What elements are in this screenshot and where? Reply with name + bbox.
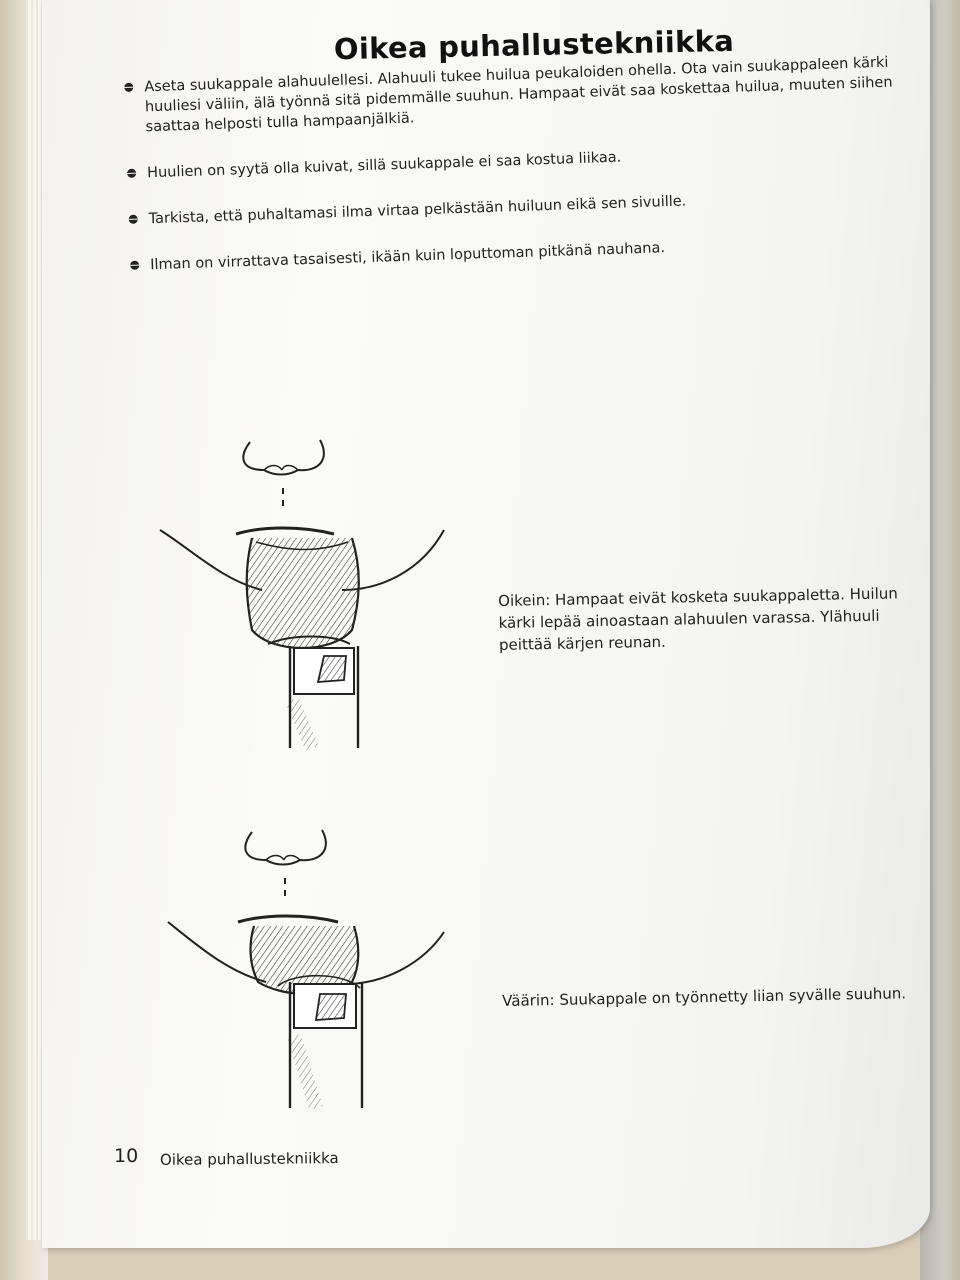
list-item [128, 183, 928, 230]
page-number: 10 [114, 1145, 139, 1167]
bullet-text: Ilman on virrattava tasaisesti, ikään kuin loputtoman pitkänä nauhana. [149, 240, 666, 274]
bullet-icon [130, 261, 139, 270]
list-item [130, 229, 930, 276]
running-footer-title: Oikea puhallustekniikka [159, 1149, 339, 1169]
figure-caption-incorrect [502, 982, 930, 1012]
list-item [127, 137, 927, 184]
embouchure-incorrect-illustration [154, 822, 454, 1122]
embouchure-correct-illustration [152, 430, 452, 760]
caption-text: Oikein: Hampaat eivät kosketa suukappaletta. Huilun kärki lepää ainoastaan alahuulen varassa. Ylähuuli peittää kärjen reunan. [498, 584, 898, 654]
bullet-icon [124, 83, 133, 92]
bullet-text: Tarkista, että puhaltamasi ilma virtaa pelkästään huiluun eikä sen sivuille. [148, 193, 687, 228]
bullet-icon [129, 215, 138, 224]
bullet-text: Aseta suukappale alahuulellesi. Alahuuli tukee huilua peukaloiden ohella. Ota vain suukappaleen kärki huuliesi väliin, älä työnnä sitä pidemmälle suuhun. Hampaat eivät saa koskettaa huilua, muuten siihen saattaa helposti tulla hampaanjälkiä. [144, 54, 893, 136]
instruction-list [124, 51, 930, 301]
bullet-icon [127, 169, 136, 178]
caption-text: Väärin: Suukappale on työnnetty liian syvälle suuhun. [502, 984, 907, 1010]
page-title: Oikea puhallustekniikka [333, 23, 735, 67]
figure-caption-correct [498, 582, 929, 656]
book-page [42, 0, 930, 1248]
bullet-text: Huulien on syytä olla kuivat, sillä suukappale ei saa kostua liikaa. [146, 149, 622, 182]
